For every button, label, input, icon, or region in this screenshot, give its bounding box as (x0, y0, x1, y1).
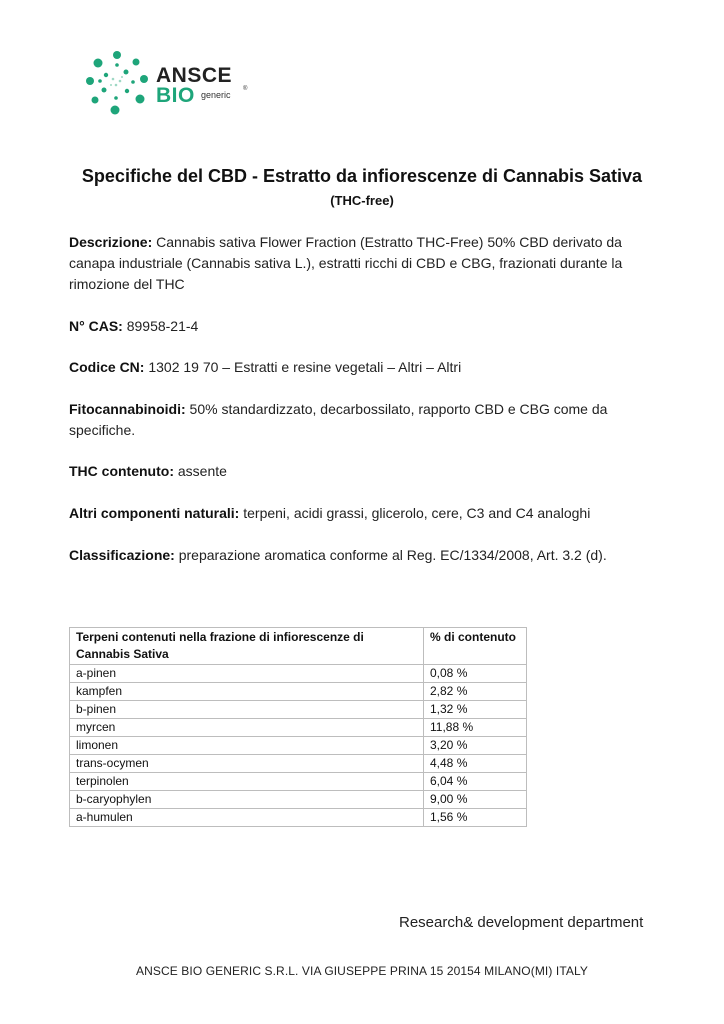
section-label: Classificazione: (69, 547, 175, 563)
section-classificazione (69, 545, 659, 566)
table-cell: limonen (70, 737, 424, 755)
table-header-cell: Terpeni contenuti nella frazione di infiorescenze di Cannabis Sativa (70, 628, 424, 665)
document-title: Specifiche del CBD - Estratto da infiorescenze di Cannabis Sativa (81, 166, 643, 186)
section-text: assente (173, 463, 227, 479)
table-row (70, 755, 527, 773)
section-label: N° CAS: (69, 318, 123, 334)
table-row (70, 719, 527, 737)
table-cell: a-pinen (70, 665, 424, 683)
molecule-logo-icon (82, 48, 152, 118)
table-cell: 4,48 % (424, 755, 527, 773)
table-header-row (70, 628, 527, 665)
department-signature: Research& development department (399, 914, 644, 931)
section-text: preparazione aromatica conforme al Reg. EC/1334/2008, Art. 3.2 (d). (174, 547, 607, 563)
section-text: Cannabis sativa Flower Fraction (Estratto THC-Free) 50% CBD derivato da canapa industriale (Cannabis sativa L.), estratti ricchi di CBD e CBG, frazionati durante la rimozione del THC (69, 234, 623, 292)
table-cell: b-caryophylen (70, 791, 424, 809)
table-header-cell: % di contenuto (424, 628, 527, 665)
section-descrizione (69, 232, 659, 295)
section-text: 50% standardizzato, decarbossilato, rapporto CBD e CBG come da specifiche. (69, 401, 608, 438)
logo-text-ansce: ANSCE (156, 64, 233, 87)
company-footer: ANSCE BIO GENERIC S.R.L. VIA GIUSEPPE PRINA 15 20154 MILANO(MI) ITALY (136, 964, 588, 978)
table-cell: trans-ocymen (70, 755, 424, 773)
table-cell: a-humulen (70, 809, 424, 827)
section-cas (69, 316, 659, 337)
table-cell: terpinolen (70, 773, 424, 791)
table-cell: b-pinen (70, 701, 424, 719)
table-cell: 0,08 % (424, 665, 527, 683)
registered-mark: ® (243, 86, 248, 92)
section-label: Altri componenti naturali: (69, 505, 240, 521)
table-row (70, 791, 527, 809)
table-cell: 1,32 % (424, 701, 527, 719)
table-cell: 11,88 % (424, 719, 527, 737)
section-label: THC contenuto: (69, 463, 174, 479)
section-label: Codice CN: (69, 359, 145, 375)
table-row (70, 683, 527, 701)
section-codice-cn (69, 357, 659, 378)
table-row (70, 701, 527, 719)
section-fitocannabinoidi (69, 399, 659, 441)
section-text: 89958-21-4 (122, 318, 199, 334)
section-text: terpeni, acidi grassi, glicerolo, cere, C3 and C4 analoghi (239, 505, 591, 521)
document-subtitle: (THC-free) (330, 193, 394, 208)
section-text: 1302 19 70 – Estratti e resine vegetali – Altri – Altri (144, 359, 462, 375)
table-cell: 6,04 % (424, 773, 527, 791)
section-label: Fitocannabinoidi: (69, 401, 186, 417)
section-altri-componenti (69, 503, 659, 524)
table-cell: myrcen (70, 719, 424, 737)
table-row (70, 773, 527, 791)
table-cell: 1,56 % (424, 809, 527, 827)
section-label: Descrizione: (69, 234, 153, 250)
table-row (70, 737, 527, 755)
section-thc (69, 461, 659, 482)
table-row (70, 809, 527, 827)
logo-text-generic: generic (201, 90, 231, 100)
table-cell: 9,00 % (424, 791, 527, 809)
terpenes-table (69, 627, 527, 827)
table-cell: kampfen (70, 683, 424, 701)
table-cell: 2,82 % (424, 683, 527, 701)
company-logo (82, 48, 262, 118)
table-cell: 3,20 % (424, 737, 527, 755)
table-row (70, 665, 527, 683)
logo-text-bio: BIO (156, 84, 195, 107)
